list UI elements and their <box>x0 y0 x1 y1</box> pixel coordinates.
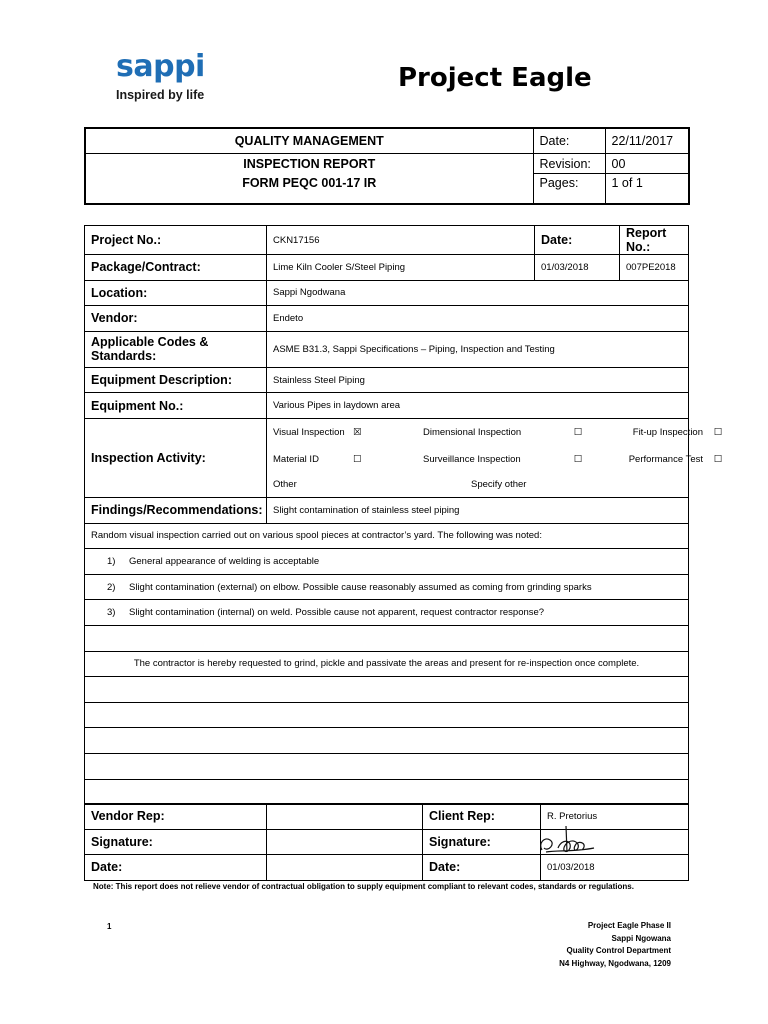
material-id-checkbox[interactable]: ☐ <box>353 454 362 466</box>
disclaimer-note: Note: This report does not relieve vendor of contractual obligation to supply equipment compliant to relevant codes, standards or regulations. <box>93 882 634 891</box>
date-value: 01/03/2018 <box>535 255 620 281</box>
performance-test-label: Performance Test <box>628 454 703 466</box>
logo-wordmark: sappi <box>116 49 205 84</box>
client-date-value: 01/03/2018 <box>541 855 689 881</box>
location-label: Location: <box>85 280 267 306</box>
signoff-table <box>84 803 689 881</box>
report-no-value: 007PE2018 <box>620 255 689 281</box>
finding-item <box>85 549 689 575</box>
client-rep-label: Client Rep: <box>423 804 541 830</box>
inspection-activity-label: Inspection Activity: <box>85 418 267 497</box>
equipment-no-value: Various Pipes in laydown area <box>267 393 689 419</box>
codes-label: Applicable Codes & Standards: <box>85 331 267 367</box>
vendor-label: Vendor: <box>85 306 267 332</box>
project-no-label: Project No.: <box>85 226 267 255</box>
header-revision-value: 00 <box>605 154 689 174</box>
address-line: N4 Highway, Ngodwana, 1209 <box>559 958 671 968</box>
equipment-no-label: Equipment No.: <box>85 393 267 419</box>
package-label: Package/Contract: <box>85 255 267 281</box>
header-report: INSPECTION REPORT <box>85 154 533 174</box>
page-number: 1 <box>107 922 112 931</box>
codes-value: ASME B31.3, Sappi Specifications – Piping, Inspection and Testing <box>267 331 689 367</box>
fitup-inspection-checkbox[interactable]: ☐ <box>713 427 723 439</box>
blank-row <box>85 728 689 754</box>
equipment-description-label: Equipment Description: <box>85 367 267 393</box>
location-value: Sappi Ngodwana <box>267 280 689 306</box>
blank-row <box>85 702 689 728</box>
findings-label: Findings/Recommendations: <box>85 497 267 523</box>
performance-test-checkbox[interactable]: ☐ <box>713 454 723 466</box>
vendor-date-value[interactable] <box>267 855 423 881</box>
findings-intro: Random visual inspection carried out on various spool pieces at contractor’s yard. The following was noted: <box>85 523 689 549</box>
blank-row <box>85 625 689 651</box>
header-pages-value: 1 of 1 <box>605 174 689 204</box>
sappi-logo <box>116 49 205 102</box>
footer-address <box>559 920 671 970</box>
material-id-label: Material ID <box>273 454 319 466</box>
finding-text: Slight contamination (external) on elbow. Possible cause reasonably assumed as coming from grinding sparks <box>129 581 592 593</box>
dimensional-inspection-label: Dimensional Inspection <box>423 427 522 439</box>
header-date-value: 22/11/2017 <box>605 128 689 154</box>
client-rep-value: R. Pretorius <box>541 804 689 830</box>
finding-number: 1) <box>107 555 116 567</box>
project-no-value: CKN17156 <box>267 226 535 255</box>
vendor-rep-value[interactable] <box>267 804 423 830</box>
vendor-signature-label: Signature: <box>85 829 267 855</box>
address-line: Project Eagle Phase II <box>587 921 671 930</box>
finding-text: General appearance of welding is acceptable <box>129 555 320 567</box>
address-line: Quality Control Department <box>566 946 671 955</box>
surveillance-inspection-label: Surveillance Inspection <box>423 454 521 466</box>
blank-row <box>85 677 689 703</box>
finding-item <box>85 600 689 626</box>
header-form: FORM PEQC 001-17 IR <box>85 174 533 204</box>
client-signature-label: Signature: <box>423 829 541 855</box>
blank-row <box>85 779 689 805</box>
vendor-date-label: Date: <box>85 855 267 881</box>
vendor-signature-value[interactable] <box>267 829 423 855</box>
header-table <box>84 127 690 205</box>
finding-item <box>85 574 689 600</box>
finding-number: 3) <box>107 607 116 619</box>
header-revision-label: Revision: <box>533 154 605 174</box>
surveillance-inspection-checkbox[interactable]: ☐ <box>573 454 583 466</box>
package-value: Lime Kiln Cooler S/Steel Piping <box>267 255 535 281</box>
other-label: Other <box>273 479 297 491</box>
inspection-activity-options <box>267 418 723 497</box>
header-pages-label: Pages: <box>533 174 605 204</box>
dimensional-inspection-checkbox[interactable]: ☐ <box>573 427 583 439</box>
findings-value: Slight contamination of stainless steel piping <box>267 497 689 523</box>
handwritten-signature <box>536 822 596 860</box>
report-no-label: Report No.: <box>620 226 689 255</box>
visual-inspection-checkbox[interactable]: ☒ <box>353 427 362 439</box>
client-date-label: Date: <box>423 855 541 881</box>
blank-row <box>85 753 689 779</box>
fitup-inspection-label: Fit-up Inspection <box>632 427 703 439</box>
finding-number: 2) <box>107 581 116 593</box>
inspection-details-table <box>84 225 723 805</box>
vendor-value: Endeto <box>267 306 689 332</box>
header-quality: QUALITY MANAGEMENT <box>85 128 533 154</box>
contractor-request: The contractor is hereby requested to grind, pickle and passivate the areas and present for re-inspection once complete. <box>85 651 689 677</box>
page-title: Project Eagle <box>398 63 592 93</box>
finding-text: Slight contamination (internal) on weld. Possible cause not apparent, request contractor response? <box>129 607 545 619</box>
header-date-label: Date: <box>533 128 605 154</box>
address-line: Sappi Ngowana <box>611 933 671 943</box>
visual-inspection-label: Visual Inspection <box>273 426 345 438</box>
specify-other-field[interactable]: Specify other <box>471 479 527 491</box>
date-label: Date: <box>535 226 620 255</box>
logo-tagline: Inspired by life <box>116 88 205 102</box>
equipment-description-value: Stainless Steel Piping <box>267 367 689 393</box>
vendor-rep-label: Vendor Rep: <box>85 804 267 830</box>
